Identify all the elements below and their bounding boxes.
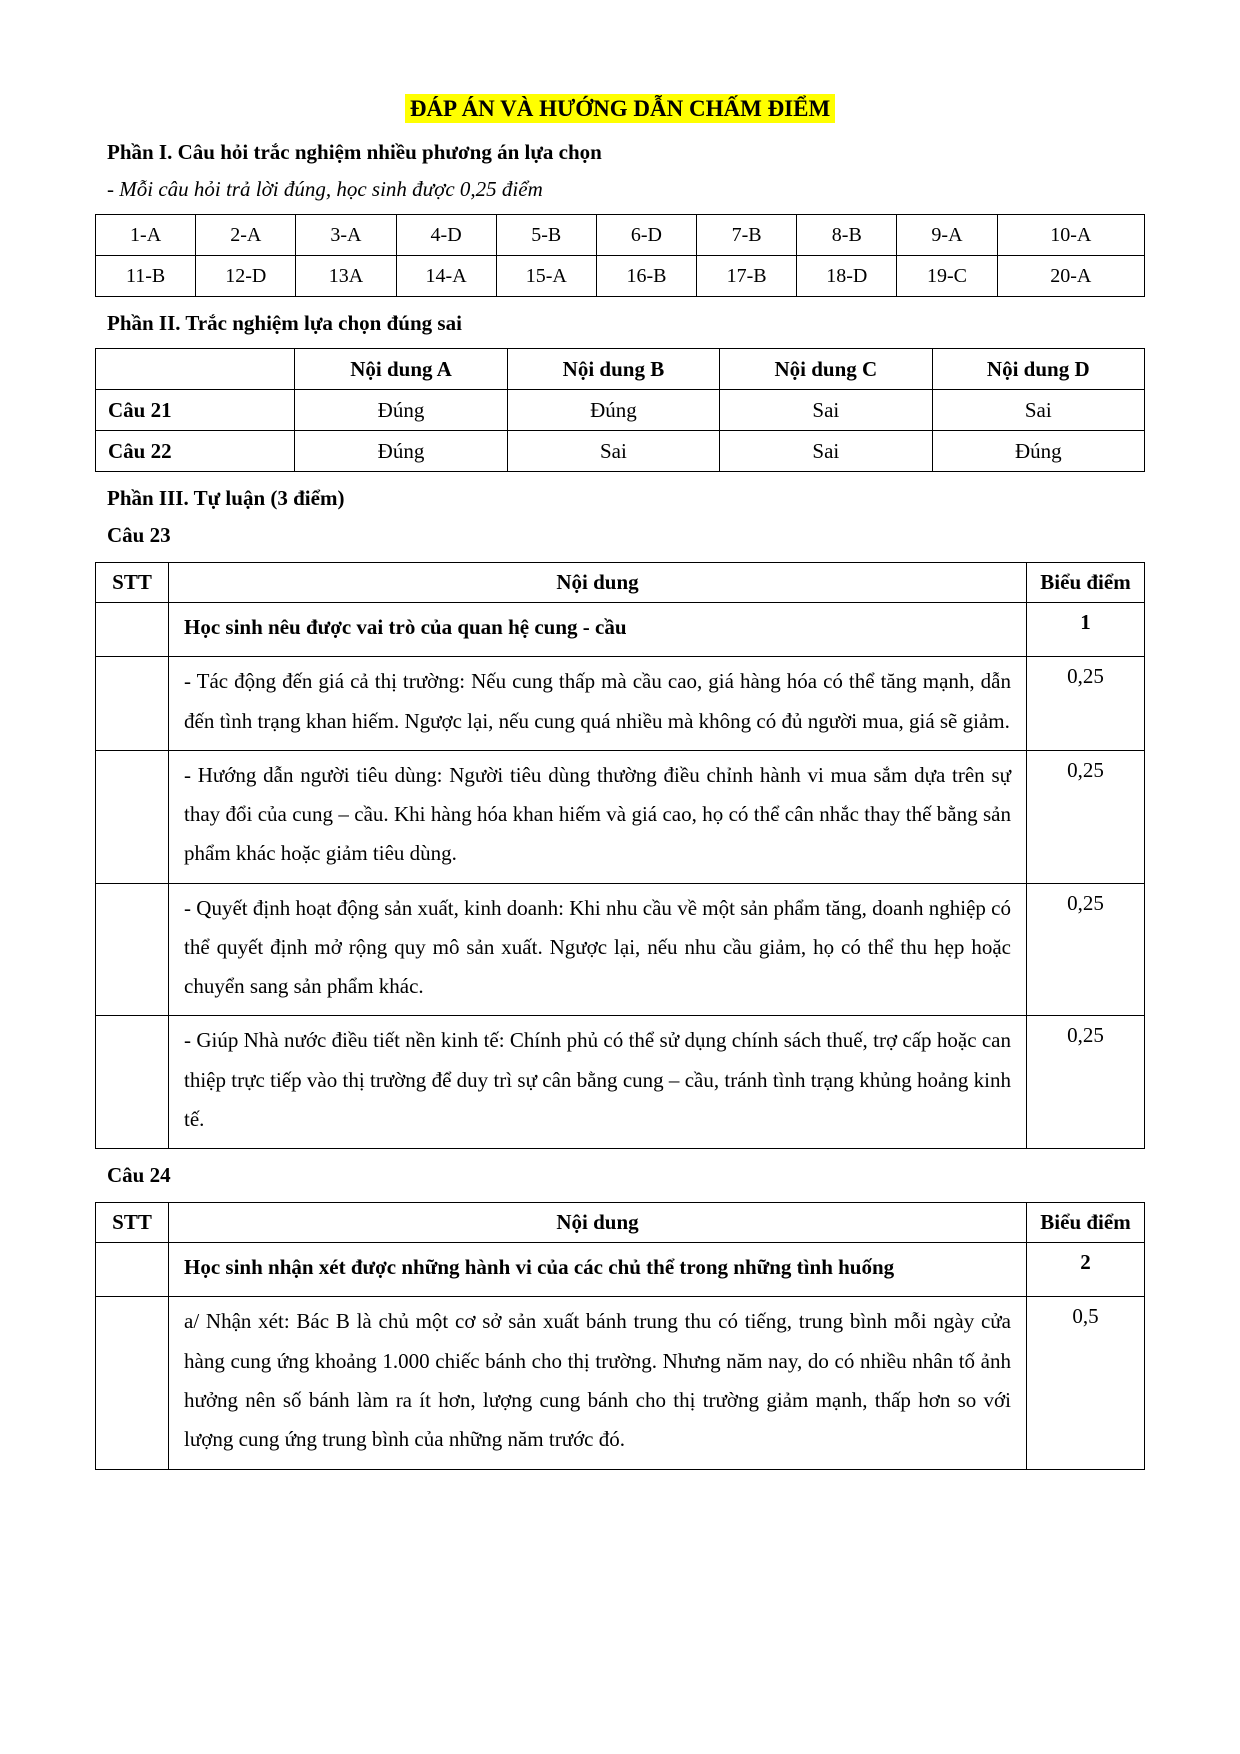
rubric-row [96, 657, 1145, 751]
answer-value: Đúng [932, 431, 1144, 472]
score-cell: 1 [1027, 603, 1145, 657]
rubric-table-q23 [95, 562, 1145, 1149]
score-header: Biểu điểm [1027, 563, 1145, 603]
score-cell: 2 [1027, 1243, 1145, 1297]
question-label: Câu 22 [96, 431, 295, 472]
answer-cell: 16-B [596, 256, 696, 297]
content-cell: Học sinh nhận xét được những hành vi của các chủ thể trong những tình huống [169, 1243, 1027, 1297]
answer-value: Sai [507, 431, 719, 472]
content-cell: Học sinh nêu được vai trò của quan hệ cung - cầu [169, 603, 1027, 657]
answer-value: Sai [932, 390, 1144, 431]
answer-value: Đúng [295, 431, 507, 472]
answer-row [96, 215, 1145, 256]
stt-cell [96, 1297, 169, 1469]
content-cell: a/ Nhận xét: Bác B là chủ một cơ sở sản xuất bánh trung thu có tiếng, trung bình mỗi ngày cửa hàng cung ứng khoảng 1.000 chiếc bánh cho thị trường. Nhưng năm nay, do có nhiều nhân tố ảnh hưởng nên số bánh làm ra ít hơn, lượng cung bánh cho thị trường giảm mạnh, thấp hơn so với lượng cung ứng trung bình của những năm trước đó. [169, 1297, 1027, 1469]
true-false-header-row [96, 349, 1145, 390]
answer-cell: 18-D [797, 256, 897, 297]
rubric-row [96, 1016, 1145, 1149]
answer-value: Đúng [507, 390, 719, 431]
answer-value: Sai [720, 390, 932, 431]
question-label: Câu 21 [96, 390, 295, 431]
column-header: Nội dung A [295, 349, 507, 390]
answer-value: Đúng [295, 390, 507, 431]
document-title-highlight: ĐÁP ÁN VÀ HƯỚNG DẪN CHẤM ĐIỂM [405, 94, 835, 123]
question-23-label: Câu 23 [107, 523, 171, 547]
score-cell: 0,25 [1027, 750, 1145, 883]
true-false-table [95, 348, 1145, 472]
content-cell: - Giúp Nhà nước điều tiết nền kinh tế: Chính phủ có thể sử dụng chính sách thuế, trợ cấp hoặc can thiệp trực tiếp vào thị trường để duy trì sự cân bằng cung – cầu, tránh tình trạng khủng hoảng kinh tế. [169, 1016, 1027, 1149]
answer-cell: 20-A [997, 256, 1144, 297]
answer-cell: 6-D [596, 215, 696, 256]
answer-cell: 1-A [96, 215, 196, 256]
content-header: Nội dung [169, 563, 1027, 603]
document-title [95, 96, 1145, 122]
content-cell: - Quyết định hoạt động sản xuất, kinh doanh: Khi nhu cầu về một sản phẩm tăng, doanh nghiệp có thể quyết định mở rộng quy mô sản xuất. Ngược lại, nếu nhu cầu giảm, họ có thể thu hẹp hoặc chuyển sang sản phẩm khác. [169, 883, 1027, 1016]
column-header: Nội dung D [932, 349, 1144, 390]
content-cell: - Tác động đến giá cả thị trường: Nếu cung thấp mà cầu cao, giá hàng hóa có thể tăng mạnh, dẫn đến tình trạng khan hiếm. Ngược lại, nếu cung quá nhiều mà không có đủ người mua, giá sẽ giảm. [169, 657, 1027, 751]
answer-row [96, 256, 1145, 297]
stt-cell [96, 883, 169, 1016]
part2-heading: Phần II. Trắc nghiệm lựa chọn đúng sai [107, 311, 462, 335]
true-false-row [96, 390, 1145, 431]
rubric-row [96, 750, 1145, 883]
content-header: Nội dung [169, 1203, 1027, 1243]
part1-scoring-note: - Mỗi câu hỏi trả lời đúng, học sinh được 0,25 điểm [107, 177, 543, 201]
answer-cell: 5-B [496, 215, 596, 256]
rubric-header-row [96, 1203, 1145, 1243]
rubric-row [96, 1243, 1145, 1297]
answer-cell: 14-A [396, 256, 496, 297]
rubric-row [96, 1297, 1145, 1469]
stt-header: STT [96, 1203, 169, 1243]
score-cell: 0,25 [1027, 657, 1145, 751]
part1-heading: Phần I. Câu hỏi trắc nghiệm nhiều phương án lựa chọn [107, 140, 602, 164]
answer-cell: 4-D [396, 215, 496, 256]
answer-cell: 8-B [797, 215, 897, 256]
answer-cell: 17-B [697, 256, 797, 297]
answer-cell: 12-D [196, 256, 296, 297]
stt-cell [96, 603, 169, 657]
blank-header-cell [96, 349, 295, 390]
stt-cell [96, 750, 169, 883]
answer-cell: 11-B [96, 256, 196, 297]
question-24-label: Câu 24 [107, 1163, 171, 1188]
answer-cell: 9-A [897, 215, 997, 256]
answer-cell: 15-A [496, 256, 596, 297]
stt-cell [96, 657, 169, 751]
score-cell: 0,5 [1027, 1297, 1145, 1469]
stt-cell [96, 1016, 169, 1149]
answer-value: Sai [720, 431, 932, 472]
score-cell: 0,25 [1027, 883, 1145, 1016]
answer-key-table [95, 214, 1145, 297]
answer-cell: 19-C [897, 256, 997, 297]
column-header: Nội dung C [720, 349, 932, 390]
stt-header: STT [96, 563, 169, 603]
column-header: Nội dung B [507, 349, 719, 390]
answer-cell: 10-A [997, 215, 1144, 256]
answer-cell: 3-A [296, 215, 396, 256]
score-cell: 0,25 [1027, 1016, 1145, 1149]
rubric-row [96, 603, 1145, 657]
content-cell: - Hướng dẫn người tiêu dùng: Người tiêu dùng thường điều chỉnh hành vi mua sắm dựa trên sự thay đổi của cung – cầu. Khi hàng hóa khan hiếm và giá cao, họ có thể cân nhắc thay thế bằng sản phẩm khác hoặc giảm tiêu dùng. [169, 750, 1027, 883]
stt-cell [96, 1243, 169, 1297]
answer-cell: 7-B [697, 215, 797, 256]
true-false-row [96, 431, 1145, 472]
part3-heading: Phần III. Tự luận (3 điểm) [107, 486, 345, 510]
answer-cell: 13A [296, 256, 396, 297]
rubric-table-q24 [95, 1202, 1145, 1469]
answer-cell: 2-A [196, 215, 296, 256]
rubric-row [96, 883, 1145, 1016]
rubric-header-row [96, 563, 1145, 603]
score-header: Biểu điểm [1027, 1203, 1145, 1243]
